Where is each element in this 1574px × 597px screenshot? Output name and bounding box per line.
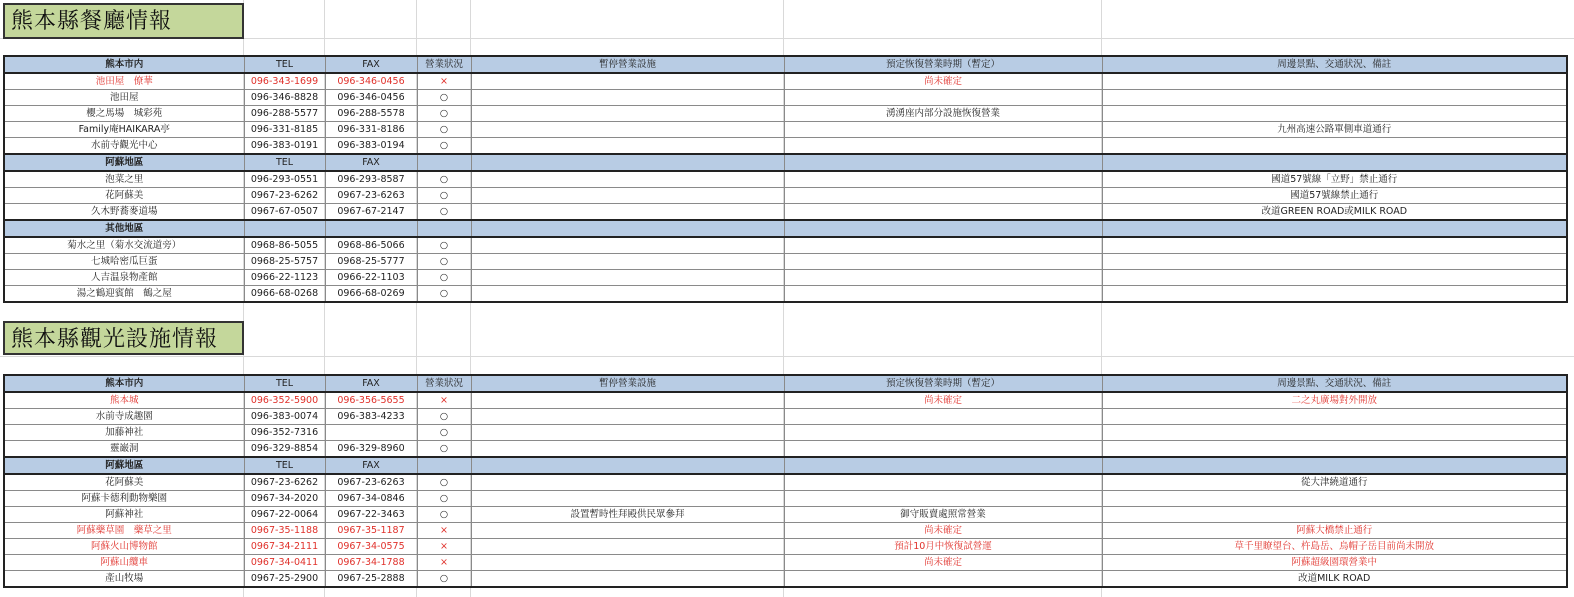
notes-header [1102, 457, 1567, 474]
reopen-header [784, 457, 1102, 474]
reopen-cell: 尚未確定 [784, 73, 1102, 90]
fax-header [325, 220, 417, 237]
notes-cell [1102, 106, 1567, 122]
notes-cell [1102, 425, 1567, 441]
status-cell: ○ [417, 491, 471, 507]
fax-cell: 096-293-8587 [325, 171, 417, 188]
status-cell: ○ [417, 237, 471, 254]
table-row [4, 122, 1567, 138]
reopen-header: 預定恢復營業時期（暫定） [784, 56, 1102, 73]
closed-facilities-cell [471, 90, 784, 106]
status-cell: ○ [417, 409, 471, 425]
notes-cell: 從大津繞道通行 [1102, 474, 1567, 491]
restaurant-section-title: 熊本縣餐廳情報 [3, 3, 244, 39]
reopen-header [784, 220, 1102, 237]
tel-header: TEL [244, 457, 325, 474]
facility-name-cell: 湯之鶴迎賓館 鶴之屋 [4, 286, 244, 303]
facility-name-cell: 花阿蘇美 [4, 188, 244, 204]
table-row [4, 188, 1567, 204]
fax-cell [325, 425, 417, 441]
fax-cell: 0968-86-5066 [325, 237, 417, 254]
tel-cell: 0967-25-2900 [244, 571, 325, 588]
fax-cell: 0967-34-0846 [325, 491, 417, 507]
tel-header: TEL [244, 154, 325, 171]
table-row [4, 441, 1567, 458]
fax-cell: 0967-34-0575 [325, 539, 417, 555]
area-header-row [4, 56, 1567, 73]
tel-cell: 096-331-8185 [244, 122, 325, 138]
closed-facilities-cell [471, 122, 784, 138]
notes-cell: 改道GREEN ROAD或MILK ROAD [1102, 204, 1567, 221]
facility-name-cell: 產山牧場 [4, 571, 244, 588]
area-header: 阿蘇地區 [4, 154, 244, 171]
closed-facilities-header [471, 154, 784, 171]
fax-cell: 0966-68-0269 [325, 286, 417, 303]
status-header [417, 220, 471, 237]
tel-header [244, 220, 325, 237]
reopen-cell [784, 491, 1102, 507]
fax-cell: 0967-25-2888 [325, 571, 417, 588]
reopen-cell: 尚未確定 [784, 523, 1102, 539]
status-cell: × [417, 523, 471, 539]
reopen-cell [784, 441, 1102, 458]
facility-name-cell: 泡菜之里 [4, 171, 244, 188]
tel-cell: 0967-22-0064 [244, 507, 325, 523]
status-cell: ○ [417, 204, 471, 221]
reopen-cell [784, 270, 1102, 286]
table-row [4, 138, 1567, 155]
status-cell: ○ [417, 286, 471, 303]
reopen-cell [784, 286, 1102, 303]
table-row [4, 474, 1567, 491]
fax-header: FAX [325, 457, 417, 474]
facility-name-cell: 久木野蕎麥道場 [4, 204, 244, 221]
table-row [4, 523, 1567, 539]
fax-cell: 096-288-5578 [325, 106, 417, 122]
tel-cell: 0967-34-0411 [244, 555, 325, 571]
closed-facilities-cell [471, 237, 784, 254]
area-header: 其他地區 [4, 220, 244, 237]
table-row [4, 90, 1567, 106]
notes-cell: 草千里瞭望台、杵島岳、烏帽子岳目前尚未開放 [1102, 539, 1567, 555]
table-row [4, 392, 1567, 409]
fax-cell: 0967-22-3463 [325, 507, 417, 523]
reopen-cell [784, 474, 1102, 491]
table-row [4, 507, 1567, 523]
table-row [4, 270, 1567, 286]
status-cell: × [417, 539, 471, 555]
closed-facilities-cell [471, 270, 784, 286]
facility-name-cell: 花阿蘇美 [4, 474, 244, 491]
closed-facilities-header: 暫停營業設施 [471, 56, 784, 73]
fax-cell: 096-331-8186 [325, 122, 417, 138]
closed-facilities-cell [471, 106, 784, 122]
closed-facilities-cell [471, 491, 784, 507]
notes-cell [1102, 409, 1567, 425]
table-row [4, 254, 1567, 270]
tel-cell: 096-329-8854 [244, 441, 325, 458]
reopen-cell [784, 254, 1102, 270]
closed-facilities-cell [471, 204, 784, 221]
tel-cell: 0966-68-0268 [244, 286, 325, 303]
closed-facilities-cell [471, 539, 784, 555]
closed-facilities-cell: 設置暫時性拜殿供民眾參拜 [471, 507, 784, 523]
status-cell: ○ [417, 90, 471, 106]
fax-cell: 0968-25-5777 [325, 254, 417, 270]
fax-cell: 0967-35-1187 [325, 523, 417, 539]
tel-header: TEL [244, 56, 325, 73]
closed-facilities-cell [471, 392, 784, 409]
facility-name-cell: 人吉温泉物產館 [4, 270, 244, 286]
facility-name-cell: 阿蘇卡德利動物樂園 [4, 491, 244, 507]
closed-facilities-cell [471, 425, 784, 441]
status-cell: ○ [417, 571, 471, 588]
closed-facilities-header: 暫停營業設施 [471, 375, 784, 392]
area-header-row [4, 375, 1567, 392]
table-row [4, 571, 1567, 588]
fax-cell: 0967-23-6263 [325, 188, 417, 204]
reopen-cell [784, 425, 1102, 441]
tel-cell: 0967-35-1188 [244, 523, 325, 539]
status-cell: ○ [417, 474, 471, 491]
closed-facilities-cell [471, 441, 784, 458]
notes-cell: 阿蘇大橋禁止通行 [1102, 523, 1567, 539]
status-cell: ○ [417, 507, 471, 523]
status-cell: ○ [417, 441, 471, 458]
tel-cell: 0968-86-5055 [244, 237, 325, 254]
reopen-cell: 尚未確定 [784, 555, 1102, 571]
reopen-cell: 預計10月中恢復試營運 [784, 539, 1102, 555]
area-header: 熊本市内 [4, 375, 244, 392]
notes-cell: 國道57號線禁止通行 [1102, 188, 1567, 204]
table-row [4, 555, 1567, 571]
closed-facilities-cell [471, 188, 784, 204]
status-cell: ○ [417, 122, 471, 138]
reopen-cell [784, 188, 1102, 204]
restaurant-table [3, 55, 1568, 303]
status-cell: × [417, 392, 471, 409]
table-row [4, 539, 1567, 555]
tel-cell: 096-343-1699 [244, 73, 325, 90]
tourism-section-title: 熊本縣觀光設施情報 [3, 321, 244, 355]
fax-cell: 096-346-0456 [325, 90, 417, 106]
closed-facilities-cell [471, 523, 784, 539]
reopen-cell [784, 409, 1102, 425]
closed-facilities-cell [471, 409, 784, 425]
area-header: 熊本市内 [4, 56, 244, 73]
tel-cell: 0967-34-2020 [244, 491, 325, 507]
facility-name-cell: 阿蘇藥草園 藥草之里 [4, 523, 244, 539]
fax-cell: 096-356-5655 [325, 392, 417, 409]
facility-name-cell: 櫻之馬場 城彩苑 [4, 106, 244, 122]
notes-cell [1102, 286, 1567, 303]
closed-facilities-cell [471, 286, 784, 303]
tel-cell: 0967-67-0507 [244, 204, 325, 221]
reopen-cell [784, 204, 1102, 221]
tel-cell: 096-352-7316 [244, 425, 325, 441]
tel-cell: 0967-34-2111 [244, 539, 325, 555]
status-cell: ○ [417, 425, 471, 441]
status-cell: ○ [417, 106, 471, 122]
notes-cell [1102, 270, 1567, 286]
closed-facilities-cell [471, 254, 784, 270]
reopen-cell [784, 138, 1102, 155]
table-row [4, 409, 1567, 425]
notes-cell [1102, 507, 1567, 523]
tourism-table [3, 374, 1568, 588]
area-header-row [4, 220, 1567, 237]
facility-name-cell: 池田屋 僚華 [4, 73, 244, 90]
tel-cell: 0967-23-6262 [244, 474, 325, 491]
status-header: 營業狀況 [417, 375, 471, 392]
reopen-cell [784, 122, 1102, 138]
table-row [4, 425, 1567, 441]
tel-cell: 0968-25-5757 [244, 254, 325, 270]
facility-name-cell: 水前寺成趣園 [4, 409, 244, 425]
closed-facilities-cell [471, 571, 784, 588]
status-cell: ○ [417, 138, 471, 155]
reopen-cell: 御守販賣處照常營業 [784, 507, 1102, 523]
fax-cell: 0967-23-6263 [325, 474, 417, 491]
table-row [4, 171, 1567, 188]
tel-cell: 096-293-0551 [244, 171, 325, 188]
fax-cell: 096-383-0194 [325, 138, 417, 155]
notes-cell [1102, 90, 1567, 106]
closed-facilities-cell [471, 73, 784, 90]
table-row [4, 73, 1567, 90]
reopen-cell [784, 237, 1102, 254]
status-cell: ○ [417, 254, 471, 270]
fax-cell: 096-346-0456 [325, 73, 417, 90]
status-cell: ○ [417, 171, 471, 188]
notes-header [1102, 154, 1567, 171]
fax-cell: 096-329-8960 [325, 441, 417, 458]
notes-cell: 改道MILK ROAD [1102, 571, 1567, 588]
tel-cell: 096-383-0074 [244, 409, 325, 425]
status-header: 營業狀況 [417, 56, 471, 73]
facility-name-cell: 加藤神社 [4, 425, 244, 441]
notes-cell: 阿蘇超級園環營業中 [1102, 555, 1567, 571]
notes-header [1102, 220, 1567, 237]
facility-name-cell: 熊本城 [4, 392, 244, 409]
area-header: 阿蘇地區 [4, 457, 244, 474]
status-cell: ○ [417, 270, 471, 286]
reopen-header [784, 154, 1102, 171]
gridline [0, 356, 1574, 357]
facility-name-cell: 水前寺觀光中心 [4, 138, 244, 155]
reopen-header: 預定恢復營業時期（暫定） [784, 375, 1102, 392]
area-header-row [4, 154, 1567, 171]
status-header [417, 457, 471, 474]
notes-cell [1102, 441, 1567, 458]
tel-header: TEL [244, 375, 325, 392]
area-header-row [4, 457, 1567, 474]
table-row [4, 106, 1567, 122]
status-cell: × [417, 555, 471, 571]
notes-cell [1102, 491, 1567, 507]
reopen-cell [784, 171, 1102, 188]
facility-name-cell: 靈巌洞 [4, 441, 244, 458]
tel-cell: 0966-22-1123 [244, 270, 325, 286]
facility-name-cell: 池田屋 [4, 90, 244, 106]
closed-facilities-cell [471, 138, 784, 155]
tel-cell: 096-352-5900 [244, 392, 325, 409]
notes-header: 周邊景點、交通狀況、備註 [1102, 375, 1567, 392]
facility-name-cell: 阿蘇神社 [4, 507, 244, 523]
fax-header: FAX [325, 375, 417, 392]
fax-cell: 0966-22-1103 [325, 270, 417, 286]
status-header [417, 154, 471, 171]
table-row [4, 286, 1567, 303]
notes-cell [1102, 237, 1567, 254]
tel-cell: 096-346-8828 [244, 90, 325, 106]
status-cell: ○ [417, 188, 471, 204]
notes-cell: 九州高速公路單側車道通行 [1102, 122, 1567, 138]
notes-cell [1102, 73, 1567, 90]
facility-name-cell: 阿蘇山纜車 [4, 555, 244, 571]
reopen-cell: 尚未確定 [784, 392, 1102, 409]
closed-facilities-cell [471, 171, 784, 188]
notes-cell [1102, 254, 1567, 270]
notes-cell: 二之丸廣場對外開放 [1102, 392, 1567, 409]
status-cell: × [417, 73, 471, 90]
fax-cell: 0967-67-2147 [325, 204, 417, 221]
table-row [4, 204, 1567, 221]
notes-cell [1102, 138, 1567, 155]
fax-header: FAX [325, 56, 417, 73]
facility-name-cell: 阿蘇火山博物館 [4, 539, 244, 555]
notes-header: 周邊景點、交通狀況、備註 [1102, 56, 1567, 73]
tel-cell: 096-383-0191 [244, 138, 325, 155]
notes-cell: 國道57號線「立野」禁止通行 [1102, 171, 1567, 188]
facility-name-cell: 菊水之里（菊水交流道旁） [4, 237, 244, 254]
closed-facilities-header [471, 220, 784, 237]
fax-header: FAX [325, 154, 417, 171]
reopen-cell [784, 90, 1102, 106]
reopen-cell: 湧湧座内部分設施恢復營業 [784, 106, 1102, 122]
fax-cell: 096-383-4233 [325, 409, 417, 425]
reopen-cell [784, 571, 1102, 588]
facility-name-cell: 七城哈密瓜巨蛋 [4, 254, 244, 270]
facility-name-cell: Family庵HAIKARA亭 [4, 122, 244, 138]
closed-facilities-cell [471, 555, 784, 571]
closed-facilities-cell [471, 474, 784, 491]
closed-facilities-header [471, 457, 784, 474]
fax-cell: 0967-34-1788 [325, 555, 417, 571]
table-row [4, 237, 1567, 254]
tel-cell: 0967-23-6262 [244, 188, 325, 204]
tel-cell: 096-288-5577 [244, 106, 325, 122]
table-row [4, 491, 1567, 507]
